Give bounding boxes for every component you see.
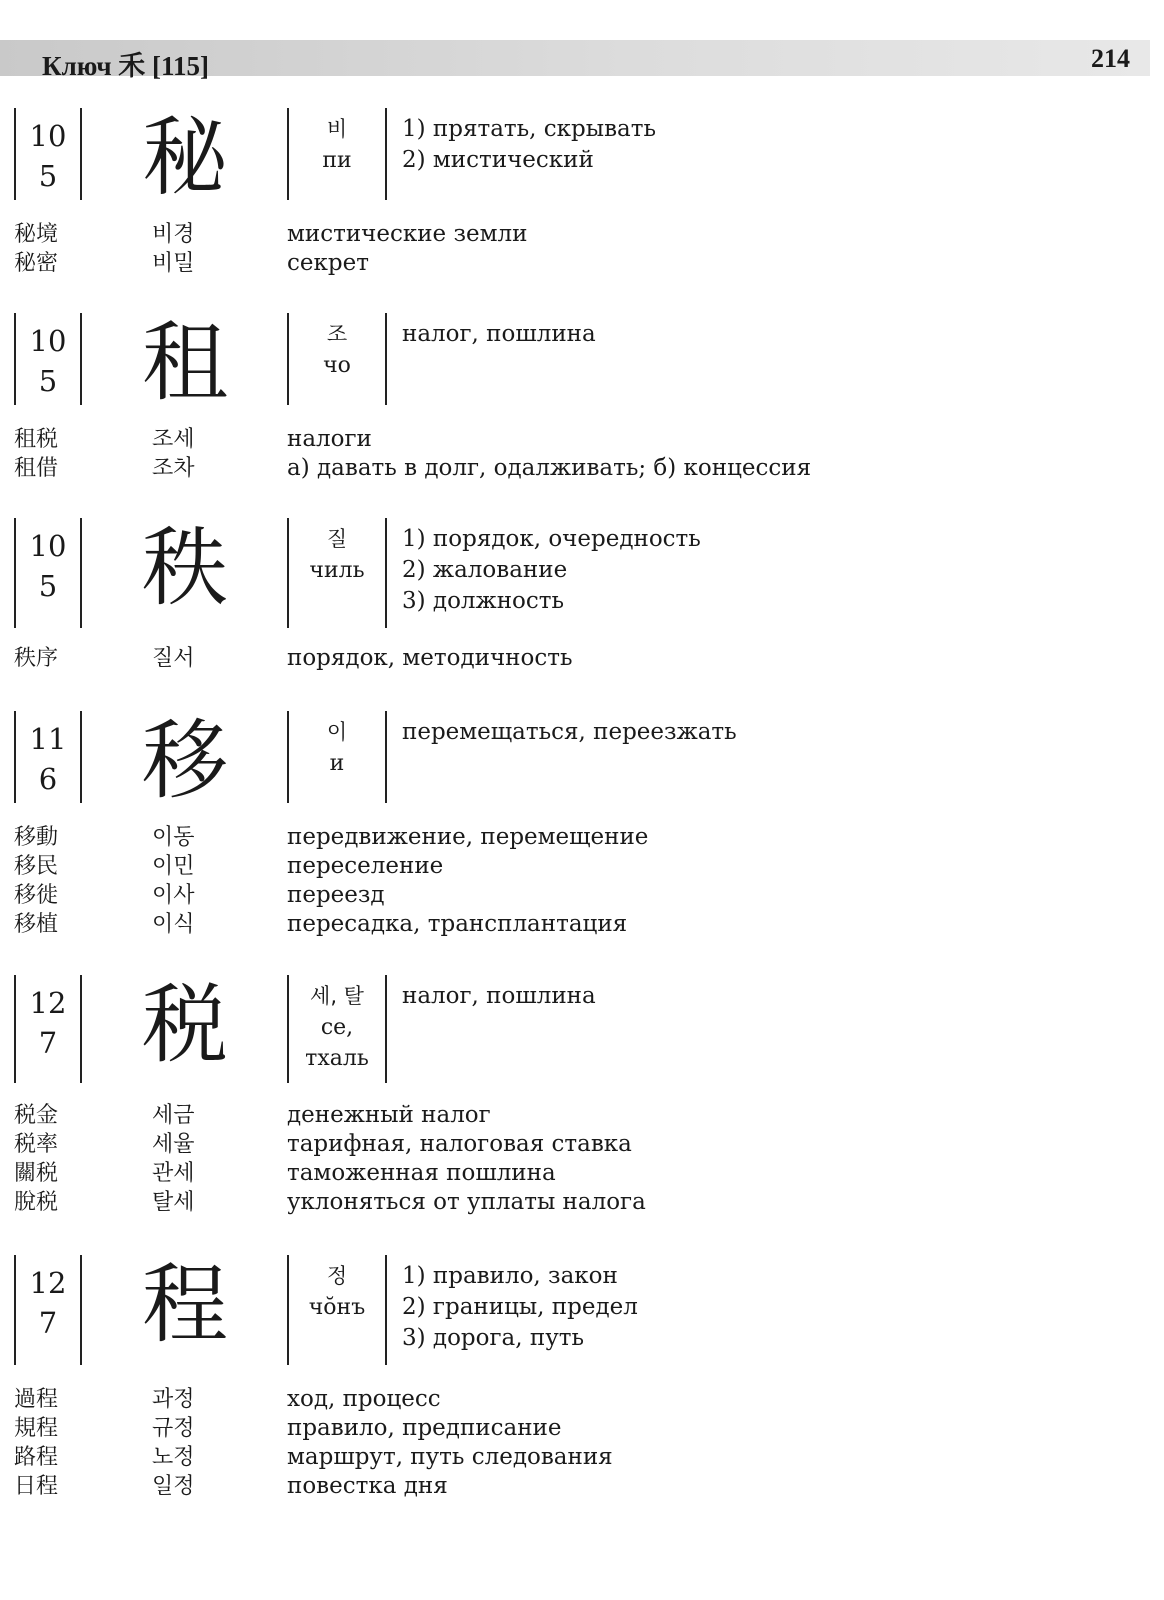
compound-list (0, 823, 1164, 939)
compound-row: 税金 세금 денежный налог (14, 1102, 491, 1128)
dictionary-entry (0, 1255, 1164, 1501)
compound-row: 路程 노정 маршрут, путь следования (14, 1444, 613, 1470)
compound-list (0, 1101, 1164, 1217)
compound-row: 秘境 비경 мистические земли (14, 221, 528, 247)
compound-row: 關税 관세 таможенная пошлина (14, 1160, 556, 1186)
meanings: 1) порядок, очередность 2) жалование 3) должность (402, 526, 701, 614)
compound-row: 規程 규정 правило, предписание (14, 1415, 562, 1441)
compound-list (0, 220, 1164, 278)
headword-hanja: 秩 (142, 518, 228, 618)
headword-hanja: 租 (142, 313, 228, 413)
stroke-count: 12 7 (14, 1255, 82, 1365)
compound-row: 秩序 질서 порядок, методичность (14, 645, 573, 671)
stroke-count: 10 5 (14, 518, 82, 628)
compound-row: 移植 이식 пересадка, трансплантация (14, 911, 628, 937)
headword-hanja: 移 (142, 711, 228, 811)
stroke-count: 10 5 (14, 108, 82, 200)
page-number: 214 (1091, 44, 1130, 73)
stroke-count: 10 5 (14, 313, 82, 405)
radical-title: Ключ 禾 [115] (42, 51, 210, 81)
reading: 세, 탈 се, тхаль (287, 975, 387, 1083)
stroke-count: 12 7 (14, 975, 82, 1083)
compound-row: 脫税 탈세 уклоняться от уплаты налога (14, 1189, 646, 1215)
compound-row: 移民 이민 переселение (14, 853, 444, 879)
stroke-count: 11 6 (14, 711, 82, 803)
headword-hanja: 程 (142, 1255, 228, 1355)
dictionary-entry (0, 108, 1164, 278)
meanings: налог, пошлина (402, 321, 596, 347)
headword-hanja: 秘 (142, 108, 228, 208)
dictionary-entry (0, 518, 1164, 673)
compound-row: 日程 일정 повестка дня (14, 1473, 448, 1499)
compound-row: 租借 조차 а) давать в долг, одалживать; б) концессия (14, 455, 812, 481)
compound-row: 秘密 비밀 секрет (14, 250, 369, 276)
dictionary-entry (0, 313, 1164, 483)
compound-row: 税率 세율 тарифная, налоговая ставка (14, 1131, 632, 1157)
meanings: 1) правило, закон 2) границы, предел 3) дорога, путь (402, 1263, 638, 1351)
dictionary-entry (0, 975, 1164, 1217)
compound-row: 移動 이동 передвижение, перемещение (14, 824, 649, 850)
dictionary-entry (0, 711, 1164, 939)
reading: 정 чŏнъ (287, 1255, 387, 1365)
compound-list (0, 425, 1164, 483)
meanings: перемещаться, переезжать (402, 719, 737, 745)
reading: 비 пи (287, 108, 387, 200)
compound-list (0, 644, 1164, 673)
compound-row: 過程 과정 ход, процесс (14, 1386, 441, 1412)
reading: 조 чо (287, 313, 387, 405)
meanings: 1) прятать, скрывать 2) мистический (402, 116, 656, 173)
compound-row: 移徙 이사 переезд (14, 882, 385, 908)
compound-list (0, 1385, 1164, 1501)
headword-hanja: 税 (142, 975, 228, 1075)
reading: 질 чиль (287, 518, 387, 628)
compound-row: 租税 조세 налоги (14, 426, 372, 452)
meanings: налог, пошлина (402, 983, 596, 1009)
page-header (0, 40, 1150, 81)
reading: 이 и (287, 711, 387, 803)
